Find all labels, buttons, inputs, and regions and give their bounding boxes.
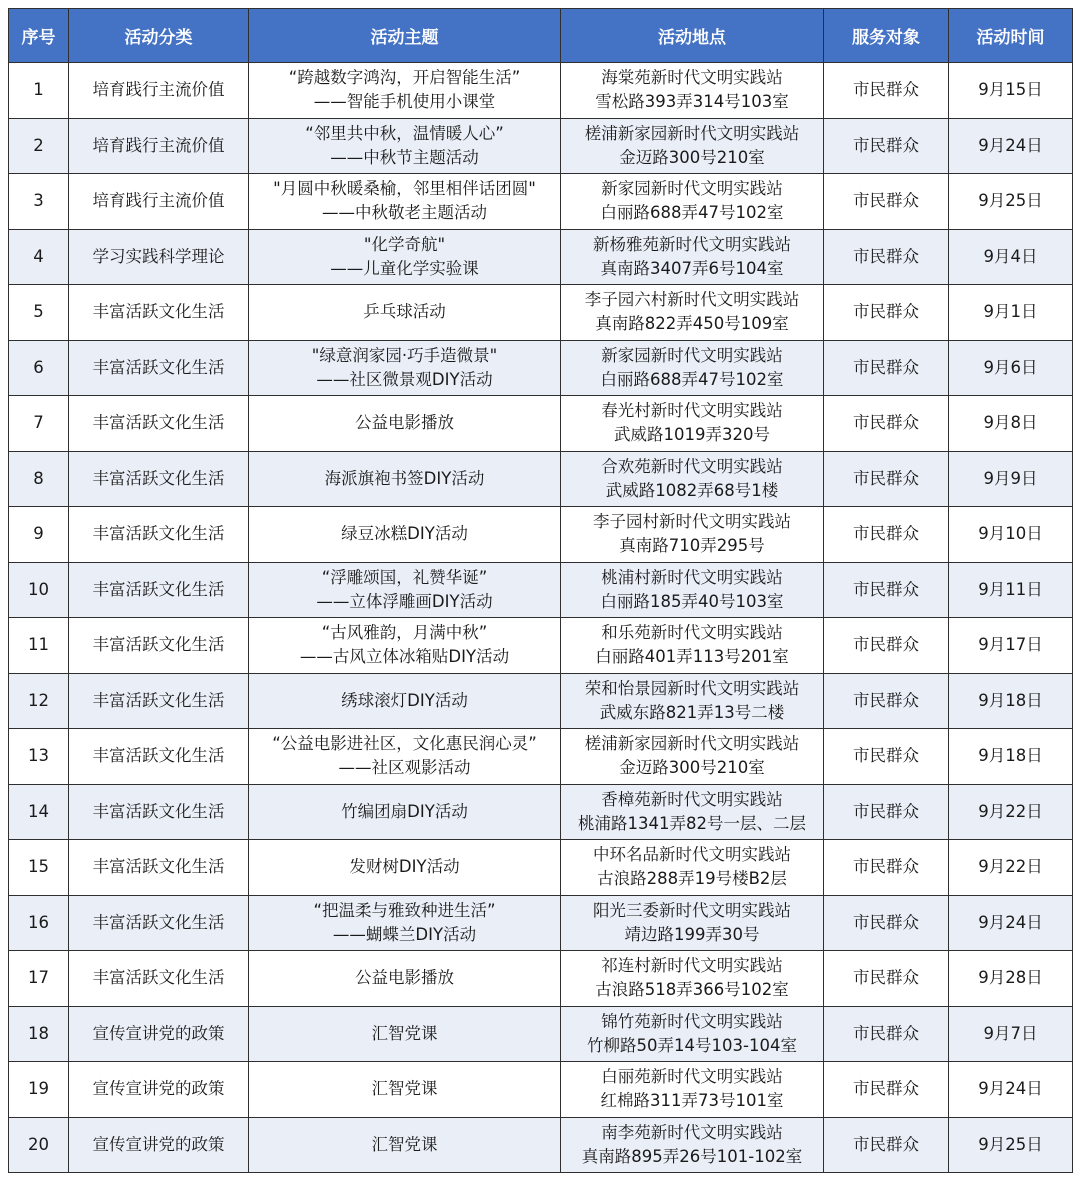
cell-theme-line: "化学奇航" [363,234,446,254]
cell-audience: 市民群众 [824,118,949,174]
cell-date: 9月24日 [949,118,1073,174]
cell-theme-line: ——古风立体冰箱贴DIY活动 [299,647,510,667]
cell-location-line: 合欢苑新时代文明实践站 [601,456,783,476]
cell-theme-line: “公益电影进社区，文化惠民润心灵” [272,734,537,754]
cell-no: 1 [9,63,69,119]
cell-location-line: 南李苑新时代文明实践站 [601,1122,783,1142]
cell-category: 丰富活跃文化生活 [69,784,249,840]
cell-category: 丰富活跃文化生活 [69,507,249,563]
cell-location [561,840,824,896]
cell-audience: 市民群众 [824,285,949,341]
table-row [9,63,1073,119]
cell-location-line: 古浪路518弄366号102室 [595,980,789,1000]
cell-location [561,1006,824,1062]
table-row [9,451,1073,507]
table-row [9,285,1073,341]
header-category: 活动分类 [69,9,249,63]
table-row [9,895,1073,951]
cell-location-line: 桃浦路1341弄82号一层、二层 [578,813,806,833]
cell-location [561,784,824,840]
cell-date: 9月17日 [949,618,1073,674]
cell-date: 9月25日 [949,1117,1073,1173]
cell-no: 20 [9,1117,69,1173]
cell-no: 14 [9,784,69,840]
cell-no: 10 [9,562,69,618]
cell-location-line: 武威路1082弄68号1楼 [605,480,779,500]
cell-location-line: 真南路895弄26号101-102室 [581,1146,803,1166]
cell-location-line: 祁连村新时代文明实践站 [601,956,783,976]
cell-location-line: 真南路3407弄6号104室 [600,258,784,278]
header-date: 活动时间 [949,9,1073,63]
cell-audience: 市民群众 [824,1006,949,1062]
cell-category: 丰富活跃文化生活 [69,895,249,951]
table-header [9,9,1073,63]
cell-theme-line: ——立体浮雕画DIY活动 [316,591,493,611]
cell-category: 丰富活跃文化生活 [69,451,249,507]
cell-theme-line: “浮雕颂国，礼赞华诞” [321,567,488,587]
cell-location-line: 李子园六村新时代文明实践站 [584,290,800,310]
cell-audience: 市民群众 [824,451,949,507]
cell-audience: 市民群众 [824,340,949,396]
cell-date: 9月24日 [949,1062,1073,1118]
cell-location-line: 金迈路300号210室 [619,758,765,778]
cell-location-line: 槎浦新家园新时代文明实践站 [584,734,800,754]
cell-theme-line: 汇智党课 [371,1023,438,1043]
table-row [9,229,1073,285]
cell-audience: 市民群众 [824,507,949,563]
activity-table [8,8,1073,1173]
cell-theme-line: 绣球滚灯DIY活动 [341,690,468,710]
cell-theme [249,174,561,230]
cell-date: 9月11日 [949,562,1073,618]
cell-date: 9月15日 [949,63,1073,119]
cell-location [561,63,824,119]
cell-location-line: 槎浦新家园新时代文明实践站 [584,123,800,143]
cell-location-line: 靖边路199弄30号 [624,924,760,944]
cell-audience: 市民群众 [824,895,949,951]
table-row [9,507,1073,563]
cell-audience: 市民群众 [824,174,949,230]
cell-location [561,507,824,563]
cell-audience: 市民群众 [824,618,949,674]
cell-audience: 市民群众 [824,784,949,840]
cell-theme [249,840,561,896]
cell-no: 4 [9,229,69,285]
cell-location-line: 武威东路821弄13号二楼 [599,702,785,722]
table-row [9,951,1073,1007]
cell-location [561,1117,824,1173]
cell-location-line: 雪松路393弄314号103室 [595,92,789,112]
cell-no: 16 [9,895,69,951]
cell-theme [249,951,561,1007]
cell-location [561,562,824,618]
cell-location-line: 海棠苑新时代文明实践站 [601,68,783,88]
cell-location-line: 阳光三委新时代文明实践站 [593,900,791,920]
cell-category: 丰富活跃文化生活 [69,840,249,896]
cell-category: 丰富活跃文化生活 [69,729,249,785]
cell-location [561,118,824,174]
cell-theme-line: "月圆中秋暖桑榆，邻里相伴话团圆" [273,179,536,199]
cell-theme-line: 海派旗袍书签DIY活动 [324,468,485,488]
cell-theme-line: “邻里共中秋，温情暖人心” [305,123,504,143]
cell-location-line: 红棉路311弄73号101室 [600,1091,784,1111]
cell-category: 丰富活跃文化生活 [69,618,249,674]
table-row [9,784,1073,840]
cell-location-line: 白丽路688弄47号102室 [600,369,784,389]
cell-no: 8 [9,451,69,507]
cell-location-line: 真南路710弄295号 [619,536,765,556]
cell-audience: 市民群众 [824,1117,949,1173]
cell-theme-line: 发财树DIY活动 [349,857,460,877]
cell-date: 9月4日 [949,229,1073,285]
cell-theme-line: “古风雅韵，月满中秋” [321,623,488,643]
cell-theme-line: 竹编团扇DIY活动 [341,801,468,821]
cell-theme-line: ——社区微景观DIY活动 [316,369,493,389]
cell-audience: 市民群众 [824,1062,949,1118]
cell-location [561,451,824,507]
cell-location [561,1062,824,1118]
cell-category: 丰富活跃文化生活 [69,340,249,396]
cell-location-line: 新杨雅苑新时代文明实践站 [593,234,791,254]
cell-date: 9月9日 [949,451,1073,507]
cell-location [561,895,824,951]
cell-location-line: 武威路1019弄320号 [614,425,770,445]
cell-location-line: 新家园新时代文明实践站 [601,179,783,199]
table-row [9,673,1073,729]
cell-theme-line: 汇智党课 [371,1134,438,1154]
cell-no: 18 [9,1006,69,1062]
cell-date: 9月28日 [949,951,1073,1007]
cell-location [561,673,824,729]
table-row [9,1117,1073,1173]
cell-theme-line: ——中秋节主题活动 [330,147,479,167]
cell-location-line: 古浪路288弄19号楼B2层 [597,869,787,889]
cell-audience: 市民群众 [824,229,949,285]
table-row [9,174,1073,230]
cell-no: 5 [9,285,69,341]
cell-date: 9月7日 [949,1006,1073,1062]
cell-theme-line: "绿意润家园·巧手造微景" [311,345,498,365]
cell-category: 丰富活跃文化生活 [69,673,249,729]
table-row [9,1062,1073,1118]
table-row [9,1006,1073,1062]
table-row [9,562,1073,618]
cell-theme-line: “把温柔与雅致种进生活” [313,900,496,920]
cell-location [561,396,824,452]
cell-theme [249,618,561,674]
table-row [9,396,1073,452]
cell-theme [249,63,561,119]
cell-theme-line: ——儿童化学实验课 [330,258,479,278]
cell-date: 9月24日 [949,895,1073,951]
header-row [9,9,1073,63]
cell-date: 9月8日 [949,396,1073,452]
cell-audience: 市民群众 [824,396,949,452]
cell-theme [249,562,561,618]
cell-category: 丰富活跃文化生活 [69,396,249,452]
cell-category: 宣传宣讲党的政策 [69,1062,249,1118]
cell-theme [249,451,561,507]
cell-category: 培育践行主流价值 [69,118,249,174]
cell-theme [249,285,561,341]
header-no: 序号 [9,9,69,63]
cell-date: 9月22日 [949,840,1073,896]
cell-no: 11 [9,618,69,674]
cell-no: 7 [9,396,69,452]
header-location: 活动地点 [561,9,824,63]
cell-theme-line: ——蝴蝶兰DIY活动 [332,924,477,944]
table-row [9,729,1073,785]
cell-category: 学习实践科学理论 [69,229,249,285]
cell-no: 3 [9,174,69,230]
cell-theme-line: 汇智党课 [371,1079,438,1099]
cell-location-line: 和乐苑新时代文明实践站 [601,623,783,643]
cell-date: 9月22日 [949,784,1073,840]
cell-theme-line: ——智能手机使用小课堂 [313,92,496,112]
cell-date: 9月6日 [949,340,1073,396]
cell-theme-line: “跨越数字鸿沟，开启智能生活” [288,68,521,88]
cell-theme [249,1006,561,1062]
cell-no: 9 [9,507,69,563]
cell-category: 宣传宣讲党的政策 [69,1117,249,1173]
cell-audience: 市民群众 [824,840,949,896]
cell-location-line: 中环名品新时代文明实践站 [593,845,791,865]
cell-date: 9月25日 [949,174,1073,230]
cell-theme [249,729,561,785]
cell-theme [249,1062,561,1118]
cell-no: 19 [9,1062,69,1118]
cell-location [561,285,824,341]
cell-theme [249,673,561,729]
cell-location-line: 新家园新时代文明实践站 [601,345,783,365]
cell-theme-line: 公益电影播放 [355,413,454,433]
cell-no: 17 [9,951,69,1007]
cell-no: 13 [9,729,69,785]
table-row [9,840,1073,896]
cell-audience: 市民群众 [824,951,949,1007]
cell-location-line: 竹柳路50弄14号103-104室 [587,1035,797,1055]
cell-location-line: 白丽路688弄47号102室 [600,203,784,223]
cell-no: 12 [9,673,69,729]
cell-location-line: 金迈路300号210室 [619,147,765,167]
cell-category: 丰富活跃文化生活 [69,562,249,618]
header-audience: 服务对象 [824,9,949,63]
cell-location-line: 香樟苑新时代文明实践站 [601,789,783,809]
cell-category: 丰富活跃文化生活 [69,951,249,1007]
cell-category: 宣传宣讲党的政策 [69,1006,249,1062]
cell-location [561,174,824,230]
cell-theme-line: ——社区观影活动 [338,758,471,778]
cell-theme [249,507,561,563]
cell-audience: 市民群众 [824,729,949,785]
cell-theme [249,784,561,840]
cell-category: 培育践行主流价值 [69,174,249,230]
cell-date: 9月1日 [949,285,1073,341]
cell-location-line: 锦竹苑新时代文明实践站 [601,1011,783,1031]
table-row [9,618,1073,674]
cell-date: 9月18日 [949,673,1073,729]
cell-category: 丰富活跃文化生活 [69,285,249,341]
table-row [9,118,1073,174]
cell-location [561,951,824,1007]
table-row [9,340,1073,396]
cell-no: 6 [9,340,69,396]
cell-no: 15 [9,840,69,896]
cell-theme [249,118,561,174]
cell-theme [249,396,561,452]
cell-date: 9月18日 [949,729,1073,785]
cell-location [561,729,824,785]
cell-date: 9月10日 [949,507,1073,563]
cell-theme [249,229,561,285]
cell-audience: 市民群众 [824,562,949,618]
header-theme: 活动主题 [249,9,561,63]
cell-location-line: 荣和怡景园新时代文明实践站 [584,678,800,698]
cell-location-line: 白丽路185弄40号103室 [600,591,784,611]
cell-location-line: 真南路822弄450号109室 [595,314,789,334]
cell-location [561,340,824,396]
cell-theme [249,895,561,951]
cell-theme [249,1117,561,1173]
cell-location-line: 李子园村新时代文明实践站 [593,512,791,532]
activity-schedule [8,8,1072,1173]
cell-category: 培育践行主流价值 [69,63,249,119]
cell-location-line: 白丽路401弄113号201室 [595,647,789,667]
cell-theme-line: ——中秋敬老主题活动 [322,203,487,223]
cell-location-line: 白丽苑新时代文明实践站 [601,1067,783,1087]
cell-theme-line: 绿豆冰糕DIY活动 [341,524,468,544]
cell-audience: 市民群众 [824,63,949,119]
cell-theme [249,340,561,396]
cell-location-line: 桃浦村新时代文明实践站 [601,567,783,587]
cell-location [561,229,824,285]
cell-location-line: 春光村新时代文明实践站 [601,401,783,421]
cell-no: 2 [9,118,69,174]
cell-theme-line: 乒乓球活动 [363,302,446,322]
cell-theme-line: 公益电影播放 [355,968,454,988]
cell-audience: 市民群众 [824,673,949,729]
cell-location [561,618,824,674]
table-body [9,63,1073,1173]
